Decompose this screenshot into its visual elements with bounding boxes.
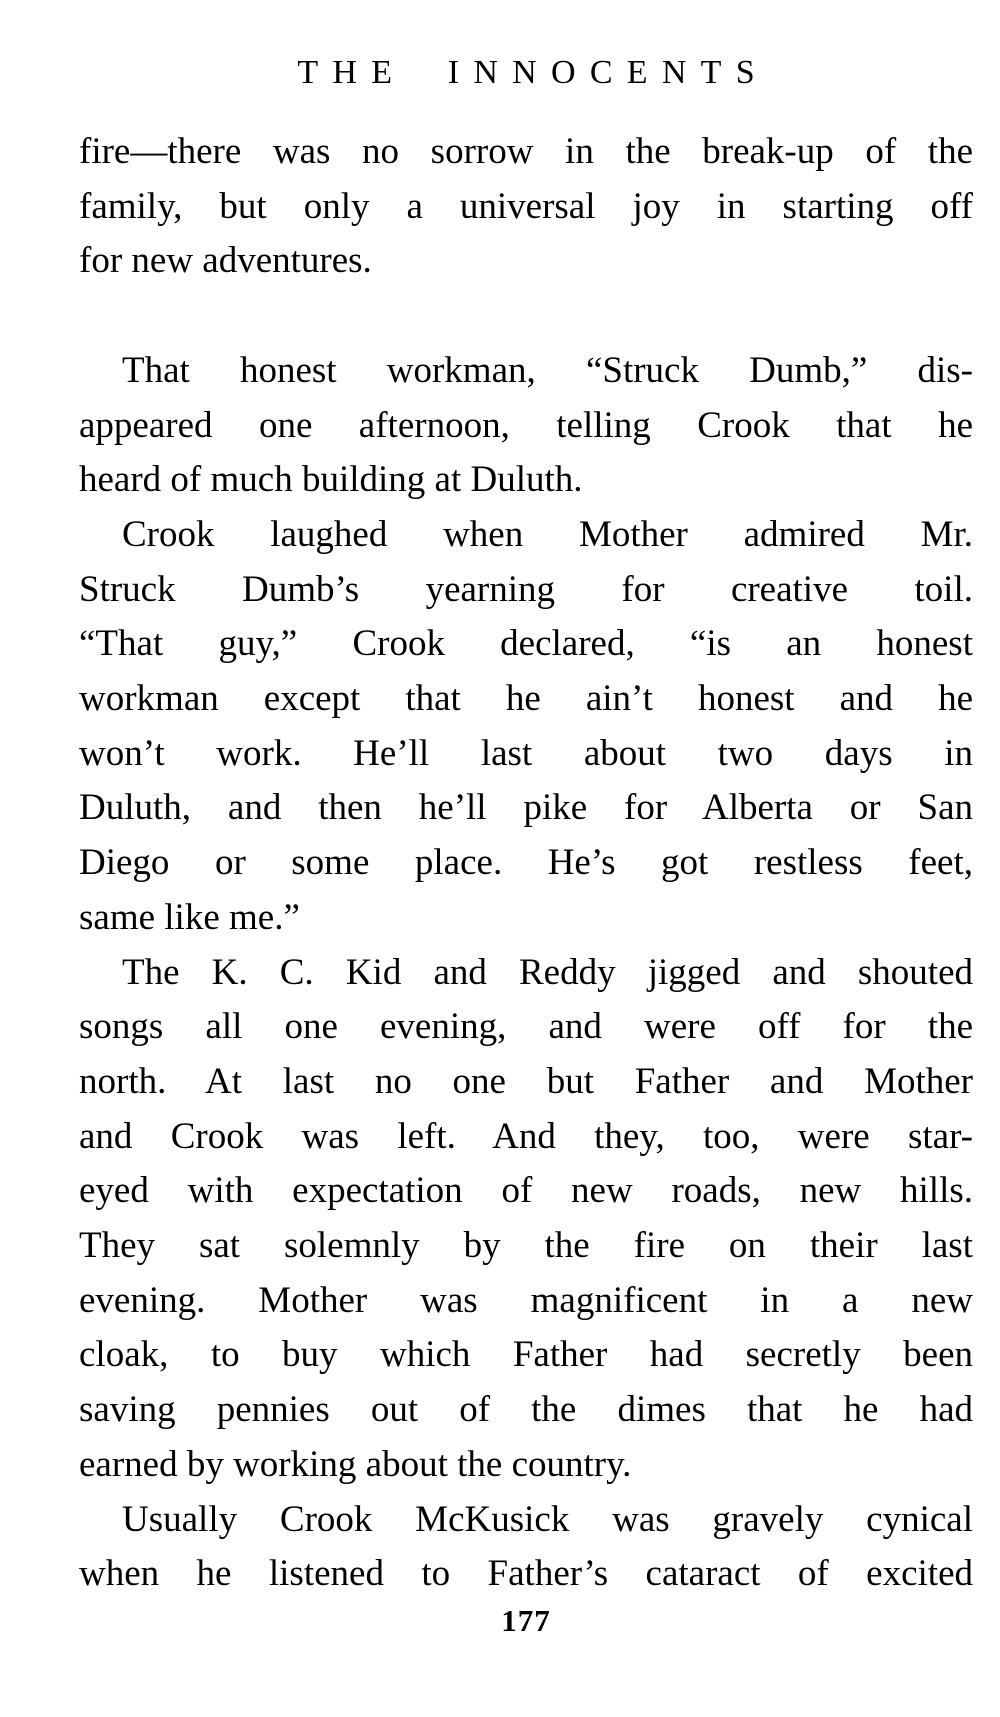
running-header: THE INNOCENTS bbox=[297, 54, 769, 91]
text-line: songs all one evening, and were off for the bbox=[79, 1006, 973, 1048]
paragraph bbox=[79, 125, 973, 289]
text-line: same like me.” bbox=[79, 896, 300, 938]
text-line: family, but only a universal joy in starting off bbox=[79, 185, 973, 227]
paragraph bbox=[79, 344, 973, 508]
text-line: heard of much building at Duluth. bbox=[79, 459, 583, 501]
text-line: evening. Mother was magnificent in a new bbox=[79, 1279, 973, 1321]
text-line: The K. C. Kid and Reddy jigged and shouted bbox=[122, 951, 973, 993]
text-line: and Crook was left. And they, too, were star- bbox=[79, 1115, 973, 1157]
text-line: fire—there was no sorrow in the break-up of the bbox=[79, 131, 973, 172]
text-line: won’t work. He’ll last about two days in bbox=[79, 732, 973, 774]
text-line: cloak, to buy which Father had secretly been bbox=[79, 1334, 973, 1376]
page-number: 177 bbox=[501, 1603, 551, 1638]
text-line: Diego or some place. He’s got restless feet, bbox=[79, 842, 973, 884]
text-line: Struck Dumb’s yearning for creative toil. bbox=[79, 568, 973, 610]
text-line: “That guy,” Crook declared, “is an honest bbox=[79, 623, 973, 665]
text-line: Duluth, and then he’ll pike for Alberta or San bbox=[79, 787, 973, 829]
text-line: north. At last no one but Father and Mother bbox=[79, 1060, 973, 1102]
text-line: appeared one afternoon, telling Crook that he bbox=[79, 404, 973, 446]
text-line: Usually Crook McKusick was gravely cynical bbox=[122, 1498, 973, 1540]
paragraph bbox=[79, 946, 973, 1493]
text-line: earned by working about the country. bbox=[79, 1443, 632, 1485]
text-line: saving pennies out of the dimes that he had bbox=[79, 1389, 973, 1431]
text-line: eyed with expectation of new roads, new hills. bbox=[79, 1170, 973, 1212]
paragraph bbox=[79, 508, 973, 946]
text-line: Crook laughed when Mother admired Mr. bbox=[122, 513, 973, 555]
text-line: for new adventures. bbox=[79, 240, 372, 282]
paragraph bbox=[79, 1493, 973, 1602]
text-line: That honest workman, “Struck Dumb,” dis- bbox=[122, 349, 973, 391]
text-line: when he listened to Father’s cataract of excited bbox=[79, 1553, 973, 1595]
text-line: workman except that he ain’t honest and he bbox=[79, 678, 973, 720]
body-text bbox=[79, 125, 973, 1602]
text-line: They sat solemnly by the fire on their last bbox=[79, 1225, 973, 1267]
